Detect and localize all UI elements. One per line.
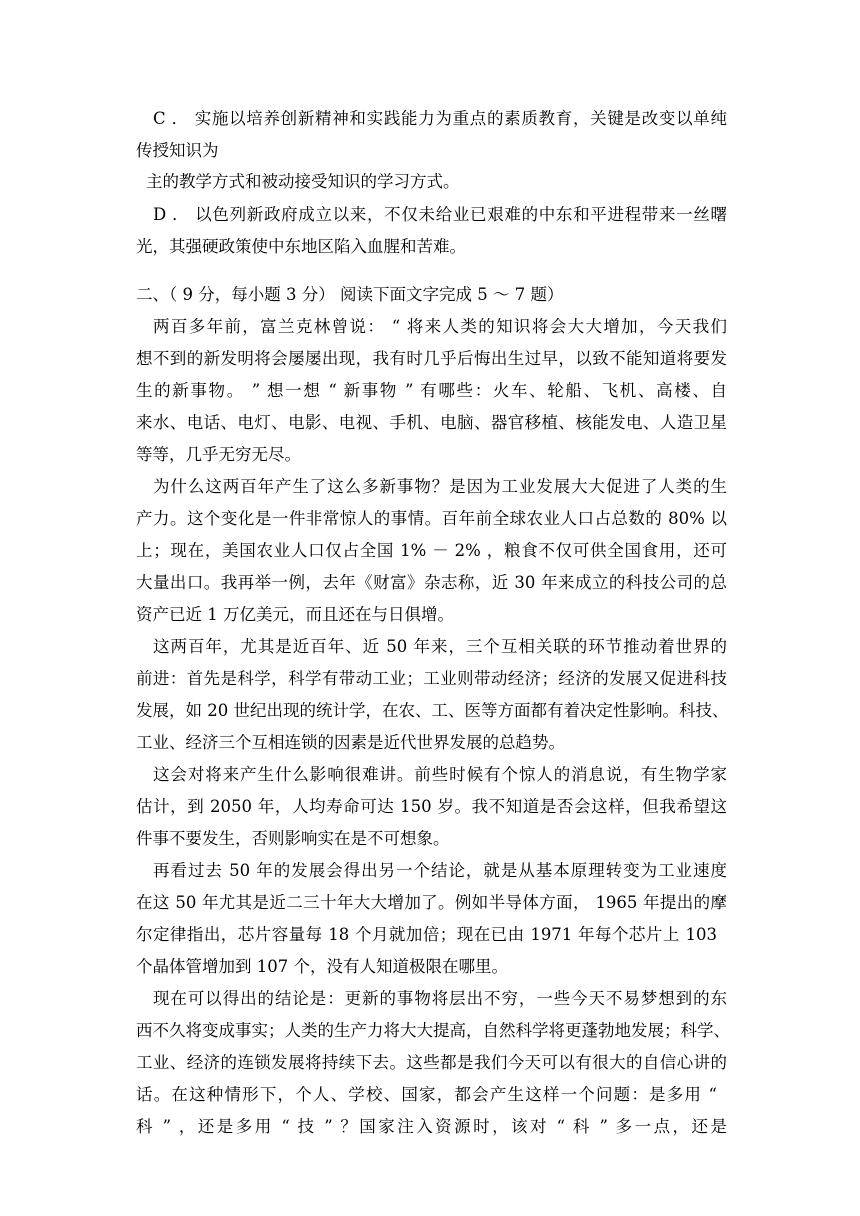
paragraph-2-line-5: 资产已近 1 万亿美元，而且还在与日俱增。: [136, 605, 454, 624]
paragraph-4-line-2: 估计，到 2050 年，人均寿命可达 150 岁。我不知道是否会这样，但我希望这: [136, 797, 727, 816]
paragraph-1-line-4: 来水、电话、电灯、电影、电视、手机、电脑、器官移植、核能发电、人造卫星: [136, 413, 727, 432]
option-c-line-2: 传授知识为: [136, 141, 219, 160]
paragraph-1-line-2: 想不到的新发明将会屡屡出现，我有时几乎后悔出生过早，以致不能知道将要发: [136, 349, 727, 368]
paragraph-5-line-2: 在这 50 年尤其是近二三十年大大增加了。例如半导体方面， 1965 年提出的摩: [136, 893, 727, 912]
option-d-line-2: 光，其强硬政策使中东地区陷入血腥和苦难。: [136, 237, 466, 256]
paragraph-4-line-3: 件事不要发生，否则影响实在是不可想象。: [136, 829, 450, 848]
option-c-line-1: C ． 实施以培养创新精神和实践能力为重点的素质教育，关键是改变以单纯: [153, 109, 727, 128]
paragraph-6-line-5: 科 ” ，还是多用 “ 技 ” ？国家注入资源时，该对 “ 科 ” 多一点，还是: [136, 1117, 727, 1136]
paragraph-2-line-2: 产力。这个变化是一件非常惊人的事情。百年前全球农业人口占总数的 80% 以: [136, 509, 727, 528]
paragraph-6-line-4: 话。在这种情形下，个人、学校、国家，都会产生这样一个问题：是多用 “: [136, 1085, 717, 1104]
paragraph-5-line-4: 个晶体管增加到 107 个，没有人知道极限在哪里。: [136, 957, 508, 976]
paragraph-3-line-3: 发展，如 20 世纪出现的统计学，在农、工、医等方面都有着决定性影响。科技、: [136, 701, 729, 720]
paragraph-1-line-3: 生的新事物。 ” 想一想 “ 新事物 ” 有哪些：火车、轮船、飞机、高楼、自: [136, 381, 727, 400]
paragraph-6-line-2: 西不久将变成事实；人类的生产力将大大提高，自然科学将更蓬勃地发展；科学、: [136, 1021, 730, 1040]
paragraph-6-line-3: 工业、经济的连锁发展将持续下去。这些都是我们今天可以有很大的自信心讲的: [136, 1053, 727, 1072]
paragraph-6-line-1: 现在可以得出的结论是：更新的事物将层出不穷，一些今天不易梦想到的东: [153, 989, 727, 1008]
paragraph-4-line-1: 这会对将来产生什么影响很难讲。前些时候有个惊人的消息说，有生物学家: [153, 765, 727, 784]
paragraph-3-line-1: 这两百年，尤其是近百年、近 50 年来，三个互相关联的环节推动着世界的: [153, 637, 727, 656]
option-d-line-1: D ． 以色列新政府成立以来，不仅未给业已艰难的中东和平进程带来一丝曙: [153, 205, 727, 224]
paragraph-3-line-2: 前进：首先是科学，科学有带动工业；工业则带动经济；经济的发展又促进科技: [136, 669, 727, 688]
option-c-line-3: 主的教学方式和被动接受知识的学习方式。: [146, 172, 460, 191]
paragraph-2-line-3: 上；现在，美国农业人口仅占全国 1% － 2% ，粮食不仅可供全国食用，还可: [136, 541, 727, 560]
paragraph-2-line-4: 大量出口。我再举一例，去年《财富》杂志称，近 30 年来成立的科技公司的总: [136, 573, 727, 592]
paragraph-5-line-1: 再看过去 50 年的发展会得出另一个结论，就是从基本原理转变为工业速度: [153, 861, 727, 880]
paragraph-5-line-3: 尔定律指出，芯片容量每 18 个月就加倍；现在已由 1971 年每个芯片上 103: [136, 925, 717, 944]
paragraph-3-line-4: 工业、经济三个互相连锁的因素是近代世界发展的总趋势。: [136, 733, 565, 752]
paragraph-1-line-5: 等等，几乎无穷无尽。: [136, 445, 301, 464]
paragraph-2-line-1: 为什么这两百年产生了这么多新事物？是因为工业发展大大促进了人类的生: [153, 477, 727, 496]
section-heading: 二、（ 9 分，每小题 3 分） 阅读下面文字完成 5 ～ 7 题）: [136, 285, 564, 304]
paragraph-1-line-1: 两百多年前，富兰克林曾说： “ 将来人类的知识将会大大增加，今天我们: [153, 317, 727, 336]
